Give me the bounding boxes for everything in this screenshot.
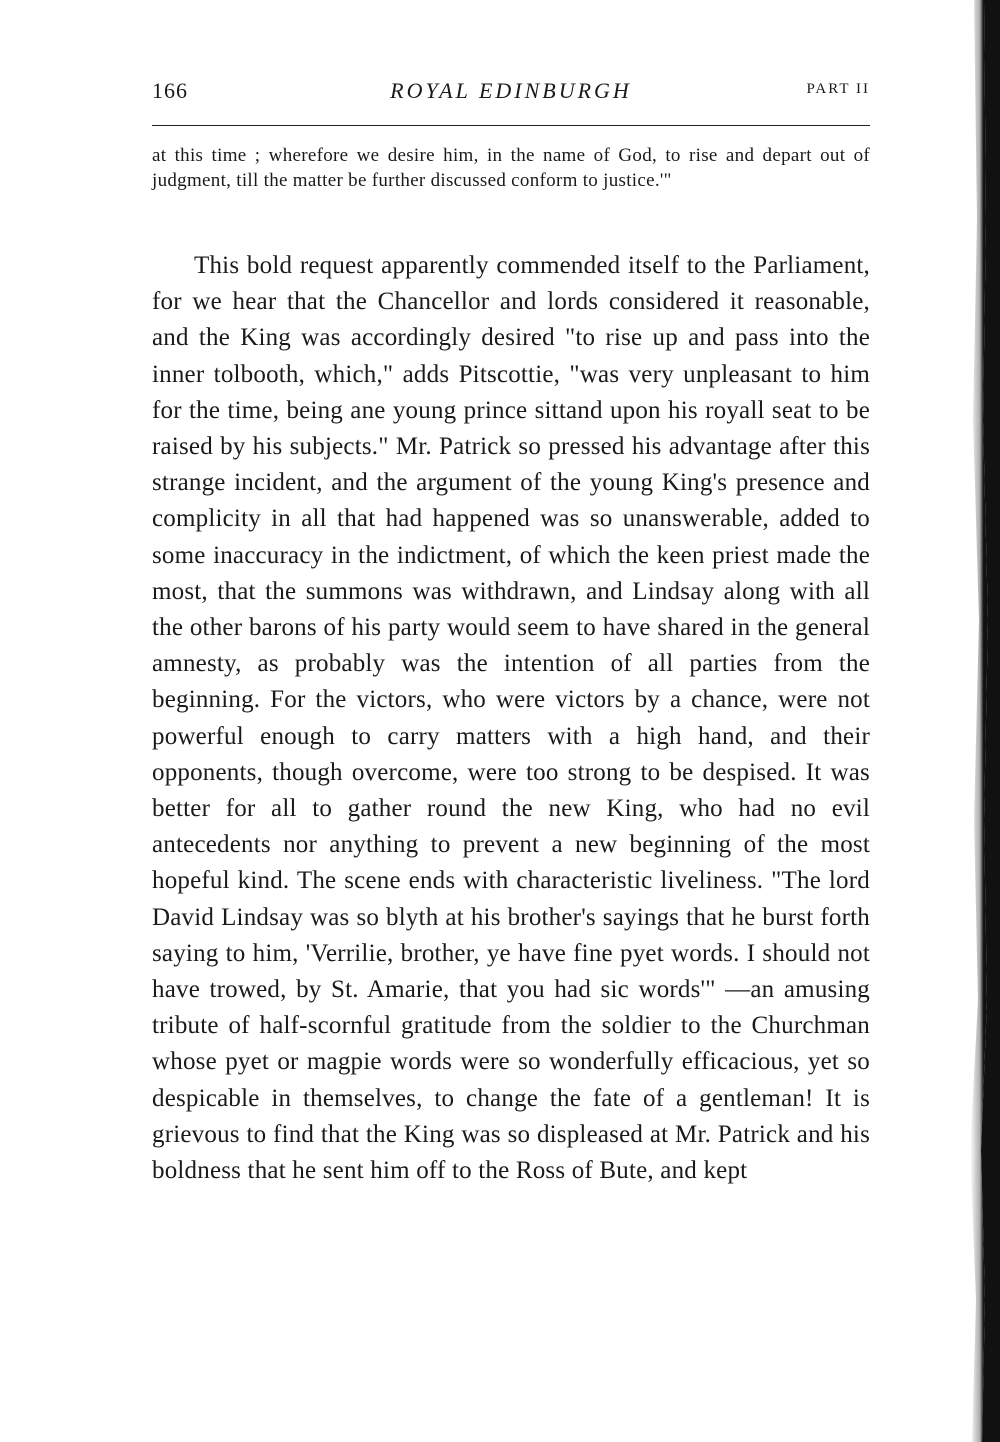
running-title: ROYAL EDINBURGH <box>390 78 632 103</box>
body-text <box>152 248 870 1189</box>
body-paragraph: This bold request apparently commended itself to the Parliament, for we hear that the Chancellor and lords considered it reasonable, and the King was accordingly desired "to rise up and pass into the inner tolbooth, which," adds Pitscottie, "was very unpleasant to him for the time, being ane young prince sittand upon his royall seat to be raised by his subjects." Mr. Patrick so pressed his advantage after this strange incident, and the argument of the young King's presence and complicity in all that had happened was so unanswerable, added to some inaccuracy in the indictment, of which the keen priest made the most, that the summons was withdrawn, and Lindsay along with all the other barons of his party would seem to have shared in the general amnesty, as probably was the intention of all parties from the beginning. For the victors, who were victors by a chance, were not powerful enough to carry matters with a high hand, and their opponents, though overcome, were too strong to be despised. It was better for all to gather round the new King, who had no evil antecedents nor anything to prevent a new beginning of the most hopeful kind. The scene ends with characteristic liveliness. "The lord David Lindsay was so blyth at his brother's sayings that he burst forth saying to him, 'Verrilie, brother, ye have fine pyet words. I should not have trowed, by St. Amarie, that you had sic words'" —an amusing tribute of half-scornful gratitude from the soldier to the Churchman whose pyet or magpie words were so wonderfully efficacious, yet so despicable in themselves, to change the fate of a gentleman! It is grievous to find that the King was so displeased at Mr. Patrick and his boldness that he sent him off to the Ross of Bute, and kept <box>152 252 870 1185</box>
binding-shadow <box>954 0 1000 1442</box>
page-header <box>152 78 870 112</box>
header-rule <box>152 125 870 126</box>
part-label: PART II <box>806 81 870 97</box>
block-quote: at this time ; wherefore we desire him, in the name of God, to rise and depart out of judgment, till the matter be further discussed conform to justice.'" <box>152 145 870 191</box>
page-number: 166 <box>152 78 188 103</box>
